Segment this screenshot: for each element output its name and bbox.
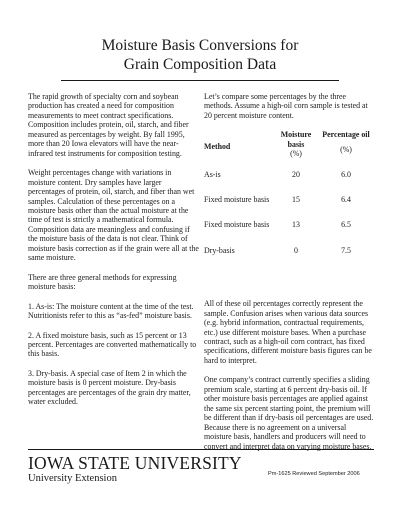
cell-moisture: 0 [294,245,298,255]
cell-method: Fixed moisture basis [204,194,270,204]
table-row [204,187,374,212]
header-oil-label: Percentage oil [322,130,370,140]
cell-oil: 6.4 [341,194,351,204]
header-moisture [274,130,318,161]
paragraph: There are three general methods for expressing moisture basis: [28,272,177,292]
paragraph: Let’s compare some percentages by the three methods. Assume a high-oil corn sample is tested at 20 percent moisture content. [204,92,368,120]
cell-oil: 7.5 [341,245,351,255]
left-column [28,92,200,417]
header-moisture-label: Moisture basis [280,130,312,149]
university-logo [28,454,242,484]
title-line-2: Grain Composition Data [123,56,277,73]
table-row [204,162,374,187]
header-method: Method [204,142,231,152]
cell-method: Dry-basis [204,245,235,255]
header-moisture-unit: (%) [290,149,302,159]
cell-oil: 6.0 [341,169,351,179]
cell-moisture: 20 [292,169,300,179]
header-oil [318,130,374,161]
list-item: 2. A fixed moisture basis, such as 15 percent or 13 percent. Percentages are converted mathematically to this basis. [28,330,197,359]
list-item: 1. As-is: The moisture content at the time of the test. Nutritionists refer to this as “as-fed” moisture basis. [28,301,194,321]
cell-method: Fixed moisture basis [204,220,270,230]
table-header-row [204,130,374,161]
paragraph: The rapid growth of specialty corn and soybean production has created a need for composition measurements to meet contract specifications. Composition includes protein, oil, starch, and fiber measured as percentages by weight. By fall 1995, more than 20 Iowa elevators will have the near-infrared test instruments for composition testing. [28,92,189,158]
paragraph: One company’s contract currently specifies a sliding premium scale, starting at 6 percent dry-basis oil. If other moisture basis percentages are applied against the same six percent starting point, the premium will be different than if dry-basis oil percentages are used. Because there is no agreement on a universal moisture basis, handlers and producers will need to convert and interpret data on varying moisture bases. [204,375,374,451]
cell-moisture: 15 [292,194,300,204]
paragraph: All of these oil percentages correctly represent the sample. Confusion arises when various data sources (e.g. hybrid information, contractual requirements, etc.) use different moisture bases. When a purchase contract, such as a high-oil corn contract, has fixed specifications, different moisture basis figures can be hard to interpret. [204,299,372,365]
cell-method: As-is [204,169,221,179]
comparison-table [204,130,374,263]
table-row [204,212,374,237]
list-item: 3. Dry-basis. A special case of Item 2 in which the moisture basis is 0 percent moisture. Dry-basis percentages are percentages of the grain dry matter, water excluded. [28,368,191,407]
document-title [0,36,400,74]
title-rule [61,80,339,81]
title-line-1: Moisture Basis Conversions for [101,37,299,54]
logo-wordmark: IOWA STATE UNIVERSITY [28,453,242,473]
logo-subtitle: University Extension [28,473,117,484]
cell-oil: 6.5 [341,220,351,230]
header-oil-unit: (%) [340,144,352,154]
publication-info: Pm-1625 Reviewed September 2006 [268,471,360,477]
table-row [204,238,374,263]
footer-rule [28,449,374,450]
paragraph: Weight percentages change with variations in moisture content. Dry samples have larger percentages of protein, oil, starch, and fiber than wet samples. Calculation of these percentages on a moisture basis other than the actual moisture at the time of test is strictly a mathematical formula. Composition data are meaningless and confusing if the moisture basis of the data is not clear. Think of moisture basis correction as if the grain were all at the same moisture. [28,168,199,263]
cell-moisture: 13 [292,220,300,230]
right-column [204,92,374,461]
